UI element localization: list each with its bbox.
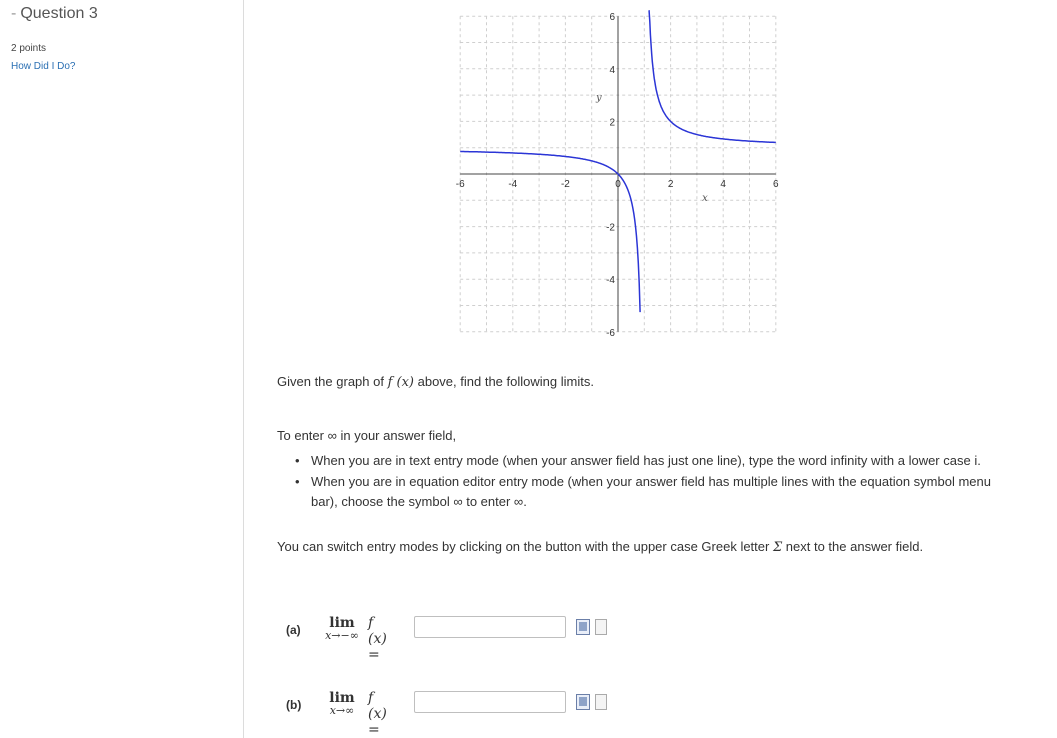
question-title[interactable]: [11, 5, 98, 23]
switch-pre: You can switch entry modes by clicking on the button with the upper case Greek letter: [277, 539, 773, 554]
part-a-lim-sub: x→−∞: [325, 629, 359, 642]
x-tick-label: 0: [615, 179, 621, 190]
instruction-bullets: [277, 451, 1011, 513]
points-label: 2 points: [11, 43, 47, 54]
x-tick-label: -6: [455, 179, 465, 190]
question-sidebar: [0, 0, 244, 738]
part-a-fx: f (x) =: [368, 615, 387, 663]
x-tick-label: 2: [667, 179, 674, 190]
given-post: above, find the following limits.: [414, 374, 594, 389]
how-did-i-do-link[interactable]: How Did I Do?: [11, 61, 76, 72]
y-tick-label: 6: [609, 12, 615, 24]
function-graph: [455, 12, 786, 339]
instr-pre: To enter: [277, 428, 328, 443]
y-tick-label: -2: [606, 222, 615, 234]
x-tick-label: -4: [508, 179, 518, 190]
part-b-lim-word: lim: [329, 690, 355, 706]
document-icon[interactable]: [595, 694, 607, 710]
given-fx: f (x): [387, 375, 414, 390]
infinity-symbol: ∞: [327, 428, 337, 443]
switch-post: next to the answer field.: [782, 539, 924, 554]
part-a-lim-word: lim: [329, 615, 355, 631]
switch-mode-text: [277, 537, 977, 558]
part-a-limit: [312, 615, 372, 642]
x-tick-label: -2: [560, 179, 570, 190]
graph-svg: [455, 12, 786, 339]
curve-right-branch: [649, 11, 776, 143]
part-b-lim-sub: x→∞: [329, 704, 355, 717]
document-icon[interactable]: [595, 619, 607, 635]
part-b-label: (b): [286, 698, 302, 712]
x-axis-label: x: [702, 193, 708, 204]
y-tick-label: -4: [606, 275, 615, 287]
bullet-equation-mode: • When you are in equation editor entry mode (when your answer field has multiple lines with the equation symbol menu bar), choose the symbol ∞ to enter ∞.: [311, 472, 1011, 512]
part-b-fx: f (x) =: [368, 690, 387, 738]
given-pre: Given the graph of: [277, 374, 388, 389]
collapse-dash-icon[interactable]: -: [11, 5, 17, 22]
bullet-text-mode: • When you are in text entry mode (when your answer field has just one line), type the word infinity with a lower case i.: [311, 451, 1011, 471]
equation-editor-icon[interactable]: [576, 694, 590, 710]
infinity-instructions: [277, 428, 977, 443]
question-title-text: Question 3: [20, 5, 98, 22]
y-axis-label: y: [596, 92, 602, 104]
equation-editor-icon[interactable]: [576, 619, 590, 635]
y-tick-label: -6: [606, 327, 615, 339]
given-text: [277, 374, 977, 390]
x-tick-label: 4: [720, 179, 726, 190]
part-a-label: (a): [286, 623, 301, 637]
instr-post: in your answer field,: [336, 428, 457, 443]
part-b-answer-input[interactable]: [414, 691, 566, 713]
part-b-limit: [312, 690, 372, 717]
x-tick-label: 6: [773, 179, 779, 190]
sigma-symbol: Σ: [772, 540, 783, 555]
y-tick-label: 4: [609, 64, 615, 76]
part-a-answer-input[interactable]: [414, 616, 566, 638]
y-tick-label: 2: [609, 117, 615, 129]
